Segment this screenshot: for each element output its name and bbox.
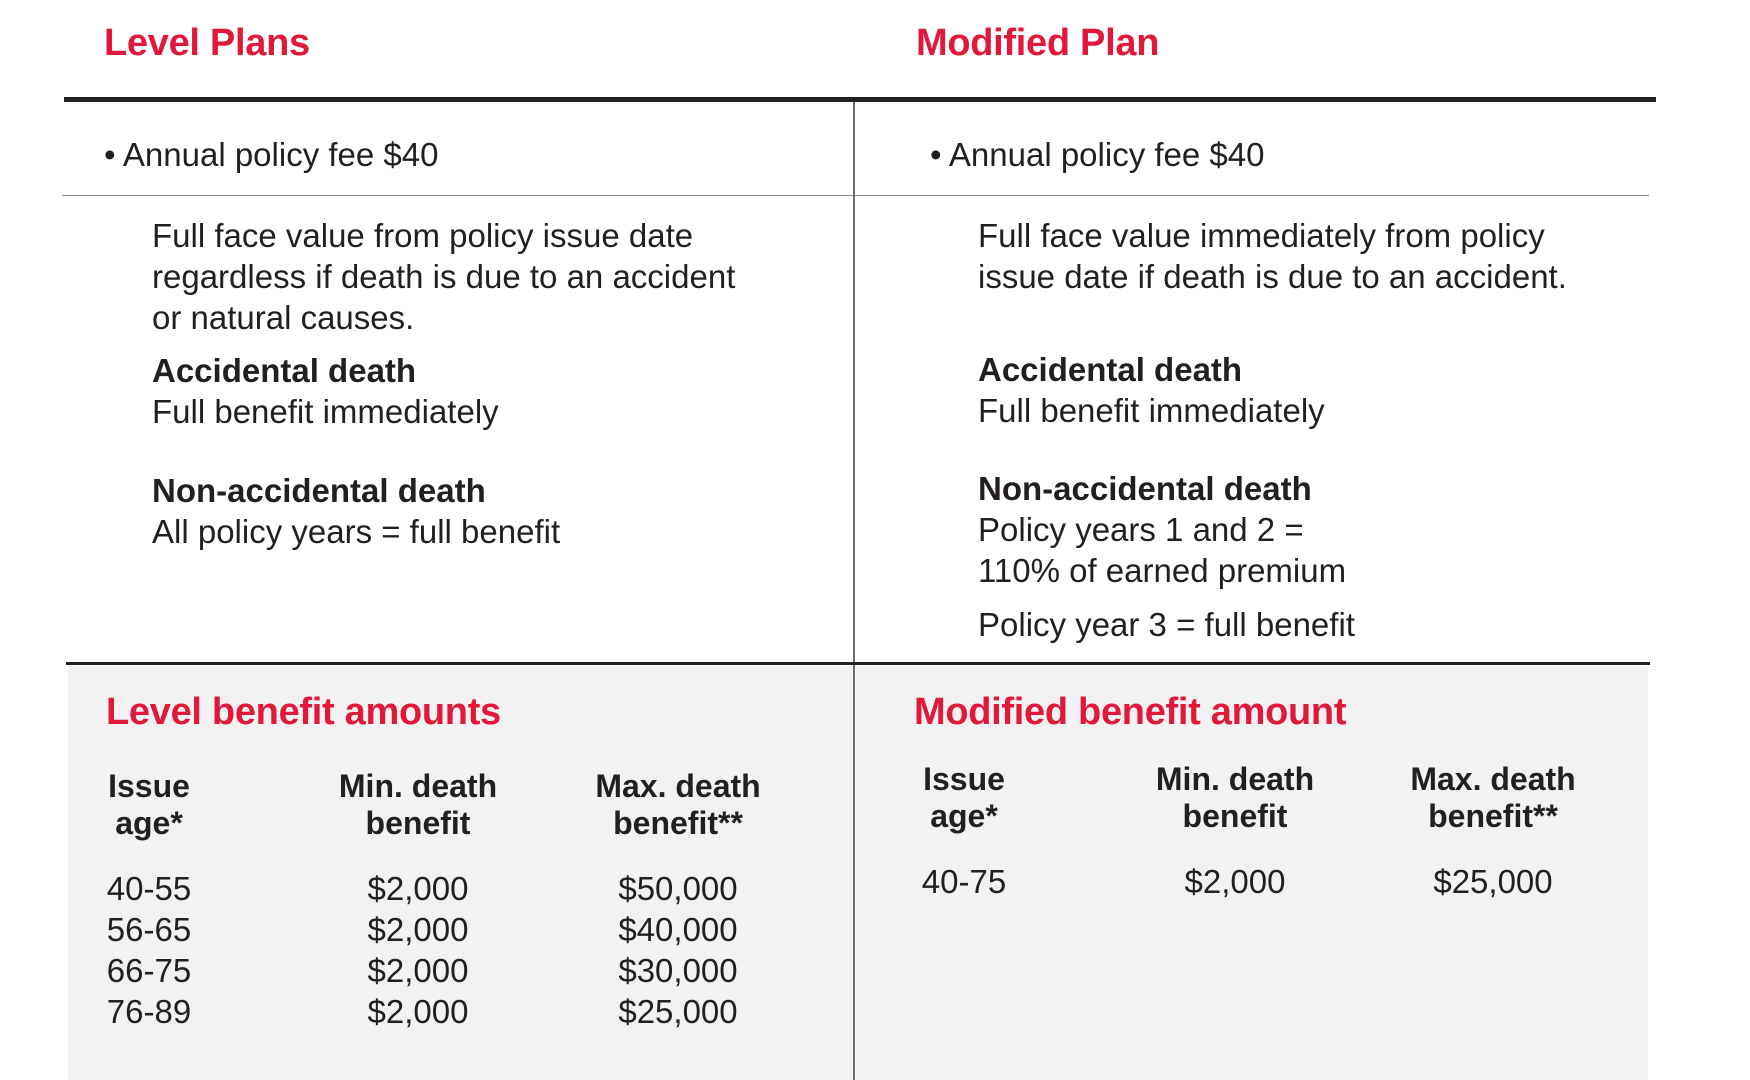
table-cell-max: $25,000 [618,993,738,1030]
modified-header-min: Min. death benefit [1155,761,1315,834]
level-accidental-text: Full benefit immediately [152,393,499,430]
level-header-age: Issue age* [108,768,190,841]
modified-header-age: Issue age* [923,761,1005,834]
level-plans-title: Level Plans [104,22,310,64]
fee-rule [62,195,1649,196]
level-nonaccidental-title: Non-accidental death [152,472,486,509]
modified-description: Full face value immediately from policy issue date if death is due to an accident. [978,217,1567,295]
modified-benefit-title: Modified benefit amount [914,691,1347,733]
table-cell-max: $30,000 [618,952,738,989]
table-cell-age: 40-75 [921,863,1007,900]
benefit-rule [66,662,1650,665]
table-cell-min: $2,000 [367,952,469,989]
modified-nonaccidental-title: Non-accidental death [978,470,1312,507]
level-nonaccidental-text: All policy years = full benefit [152,513,561,550]
level-header-min: Min. death benefit [338,768,498,841]
level-accidental-title: Accidental death [152,352,417,389]
table-cell-min: $2,000 [367,870,469,907]
table-cell-max: $50,000 [618,870,738,907]
level-description: Full face value from policy issue date regardless if death is due to an accident or natural causes. [152,217,736,336]
table-cell-max: $40,000 [618,911,738,948]
level-benefit-title: Level benefit amounts [106,691,501,733]
table-cell-age: 56-65 [106,911,192,948]
modified-plan-title: Modified Plan [916,22,1160,64]
table-cell-age: 40-55 [106,870,192,907]
modified-fee: • Annual policy fee $40 [930,136,1265,173]
modified-nonaccidental-text: Policy years 1 and 2 = 110% of earned premium [978,511,1347,589]
modified-nonaccidental-extra: Policy year 3 = full benefit [978,606,1355,643]
table-cell-age: 66-75 [106,952,192,989]
table-cell-min: $2,000 [367,993,469,1030]
modified-accidental-title: Accidental death [978,351,1243,388]
modified-accidental-text: Full benefit immediately [978,392,1325,429]
top-rule [64,97,1656,102]
level-fee: • Annual policy fee $40 [104,136,439,173]
table-cell-min: $2,000 [367,911,469,948]
modified-header-max: Max. death benefit** [1410,761,1576,834]
table-cell-max: $25,000 [1433,863,1553,900]
column-divider [853,102,855,1080]
table-cell-min: $2,000 [1184,863,1286,900]
table-cell-age: 76-89 [106,993,192,1030]
level-header-max: Max. death benefit** [595,768,761,841]
